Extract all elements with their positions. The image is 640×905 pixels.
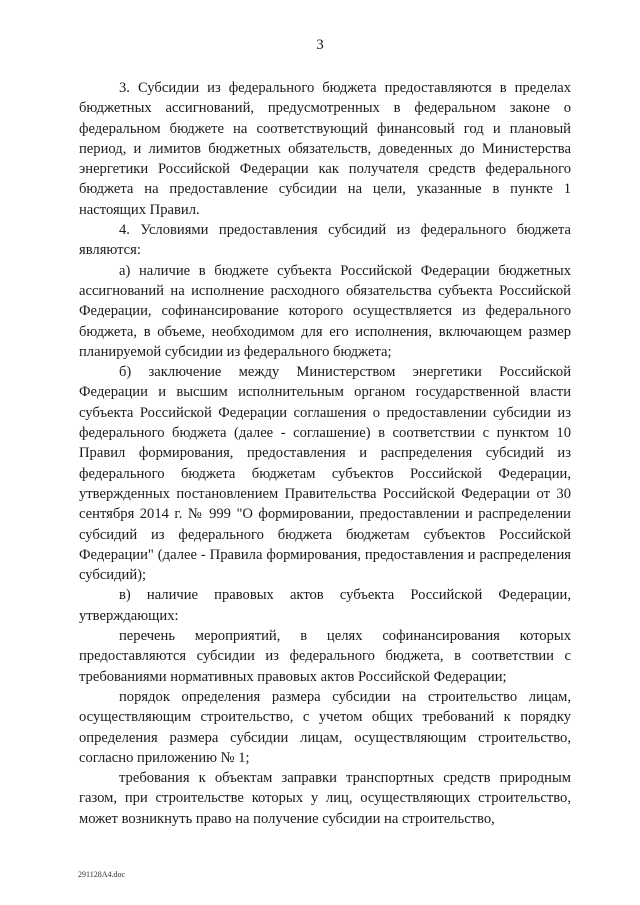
paragraph-subsidy-size-procedure: порядок определения размера субсидии на строительство лицам, осуществляющим строительство, с учетом общих требований к порядку определения размера субсидии лицам, осуществляющим строительство, согласно приложению № 1; bbox=[79, 688, 571, 766]
paragraph-condition-c: в) наличие правовых актов субъекта Российской Федерации, утверждающих: bbox=[79, 587, 571, 624]
page-number: 3 bbox=[316, 37, 324, 53]
paragraph-condition-a: а) наличие в бюджете субъекта Российской Федерации бюджетных ассигнований на исполнение расходного обязательства субъекта Российской Федерации, софинансирование которого осуществляется из федерального бюджета, в объеме, необходимом для его исполнения, включающем размер планируемой субсидии из федерального бюджета; bbox=[79, 262, 571, 360]
footer-filename: 291128А4.doc bbox=[78, 870, 126, 879]
paragraph-condition-b: б) заключение между Министерством энергетики Российской Федерации и высшим исполнительным органом государственной власти субъекта Российской Федерации соглашения о предоставлении субсидии из федерального бюджета (далее - соглашение) в соответствии с пунктом 10 Правил формирования, предоставления и распределения субсидий из федерального бюджета бюджетам субъектов Российской Федерации, утвержденных постановлением Правительства Российской Федерации от 30 сентября 2014 г. № 999 "О формировании, предоставлении и распределении субсидий из федерального бюджета бюджетам субъектов Российской Федерации" (далее - Правила формирования, предоставления и распределения субсидий); bbox=[79, 364, 571, 584]
document-body bbox=[79, 78, 571, 829]
paragraph-subsidies-limits: 3. Субсидии из федерального бюджета предоставляются в пределах бюджетных ассигнований, предусмотренных в федеральном законе о федеральном бюджете на соответствующий финансовый год и плановый период, и лимитов бюджетных обязательств, доведенных до Министерства энергетики Российской Федерации как получателя средств федерального бюджета на предоставление субсидии на цели, указанные в пункте 1 настоящих Правил. bbox=[79, 80, 571, 218]
paragraph-measures-list: перечень мероприятий, в целях софинансирования которых предоставляются субсидии из федерального бюджета, в соответствии с требованиями нормативных правовых актов Российской Федерации; bbox=[79, 628, 571, 685]
paragraph-conditions: 4. Условиями предоставления субсидий из федерального бюджета являются: bbox=[79, 222, 571, 259]
paragraph-refueling-requirements: требования к объектам заправки транспортных средств природным газом, при строительстве которых у лиц, осуществляющих строительство, может возникнуть право на получение субсидии на строительство, bbox=[79, 770, 571, 827]
